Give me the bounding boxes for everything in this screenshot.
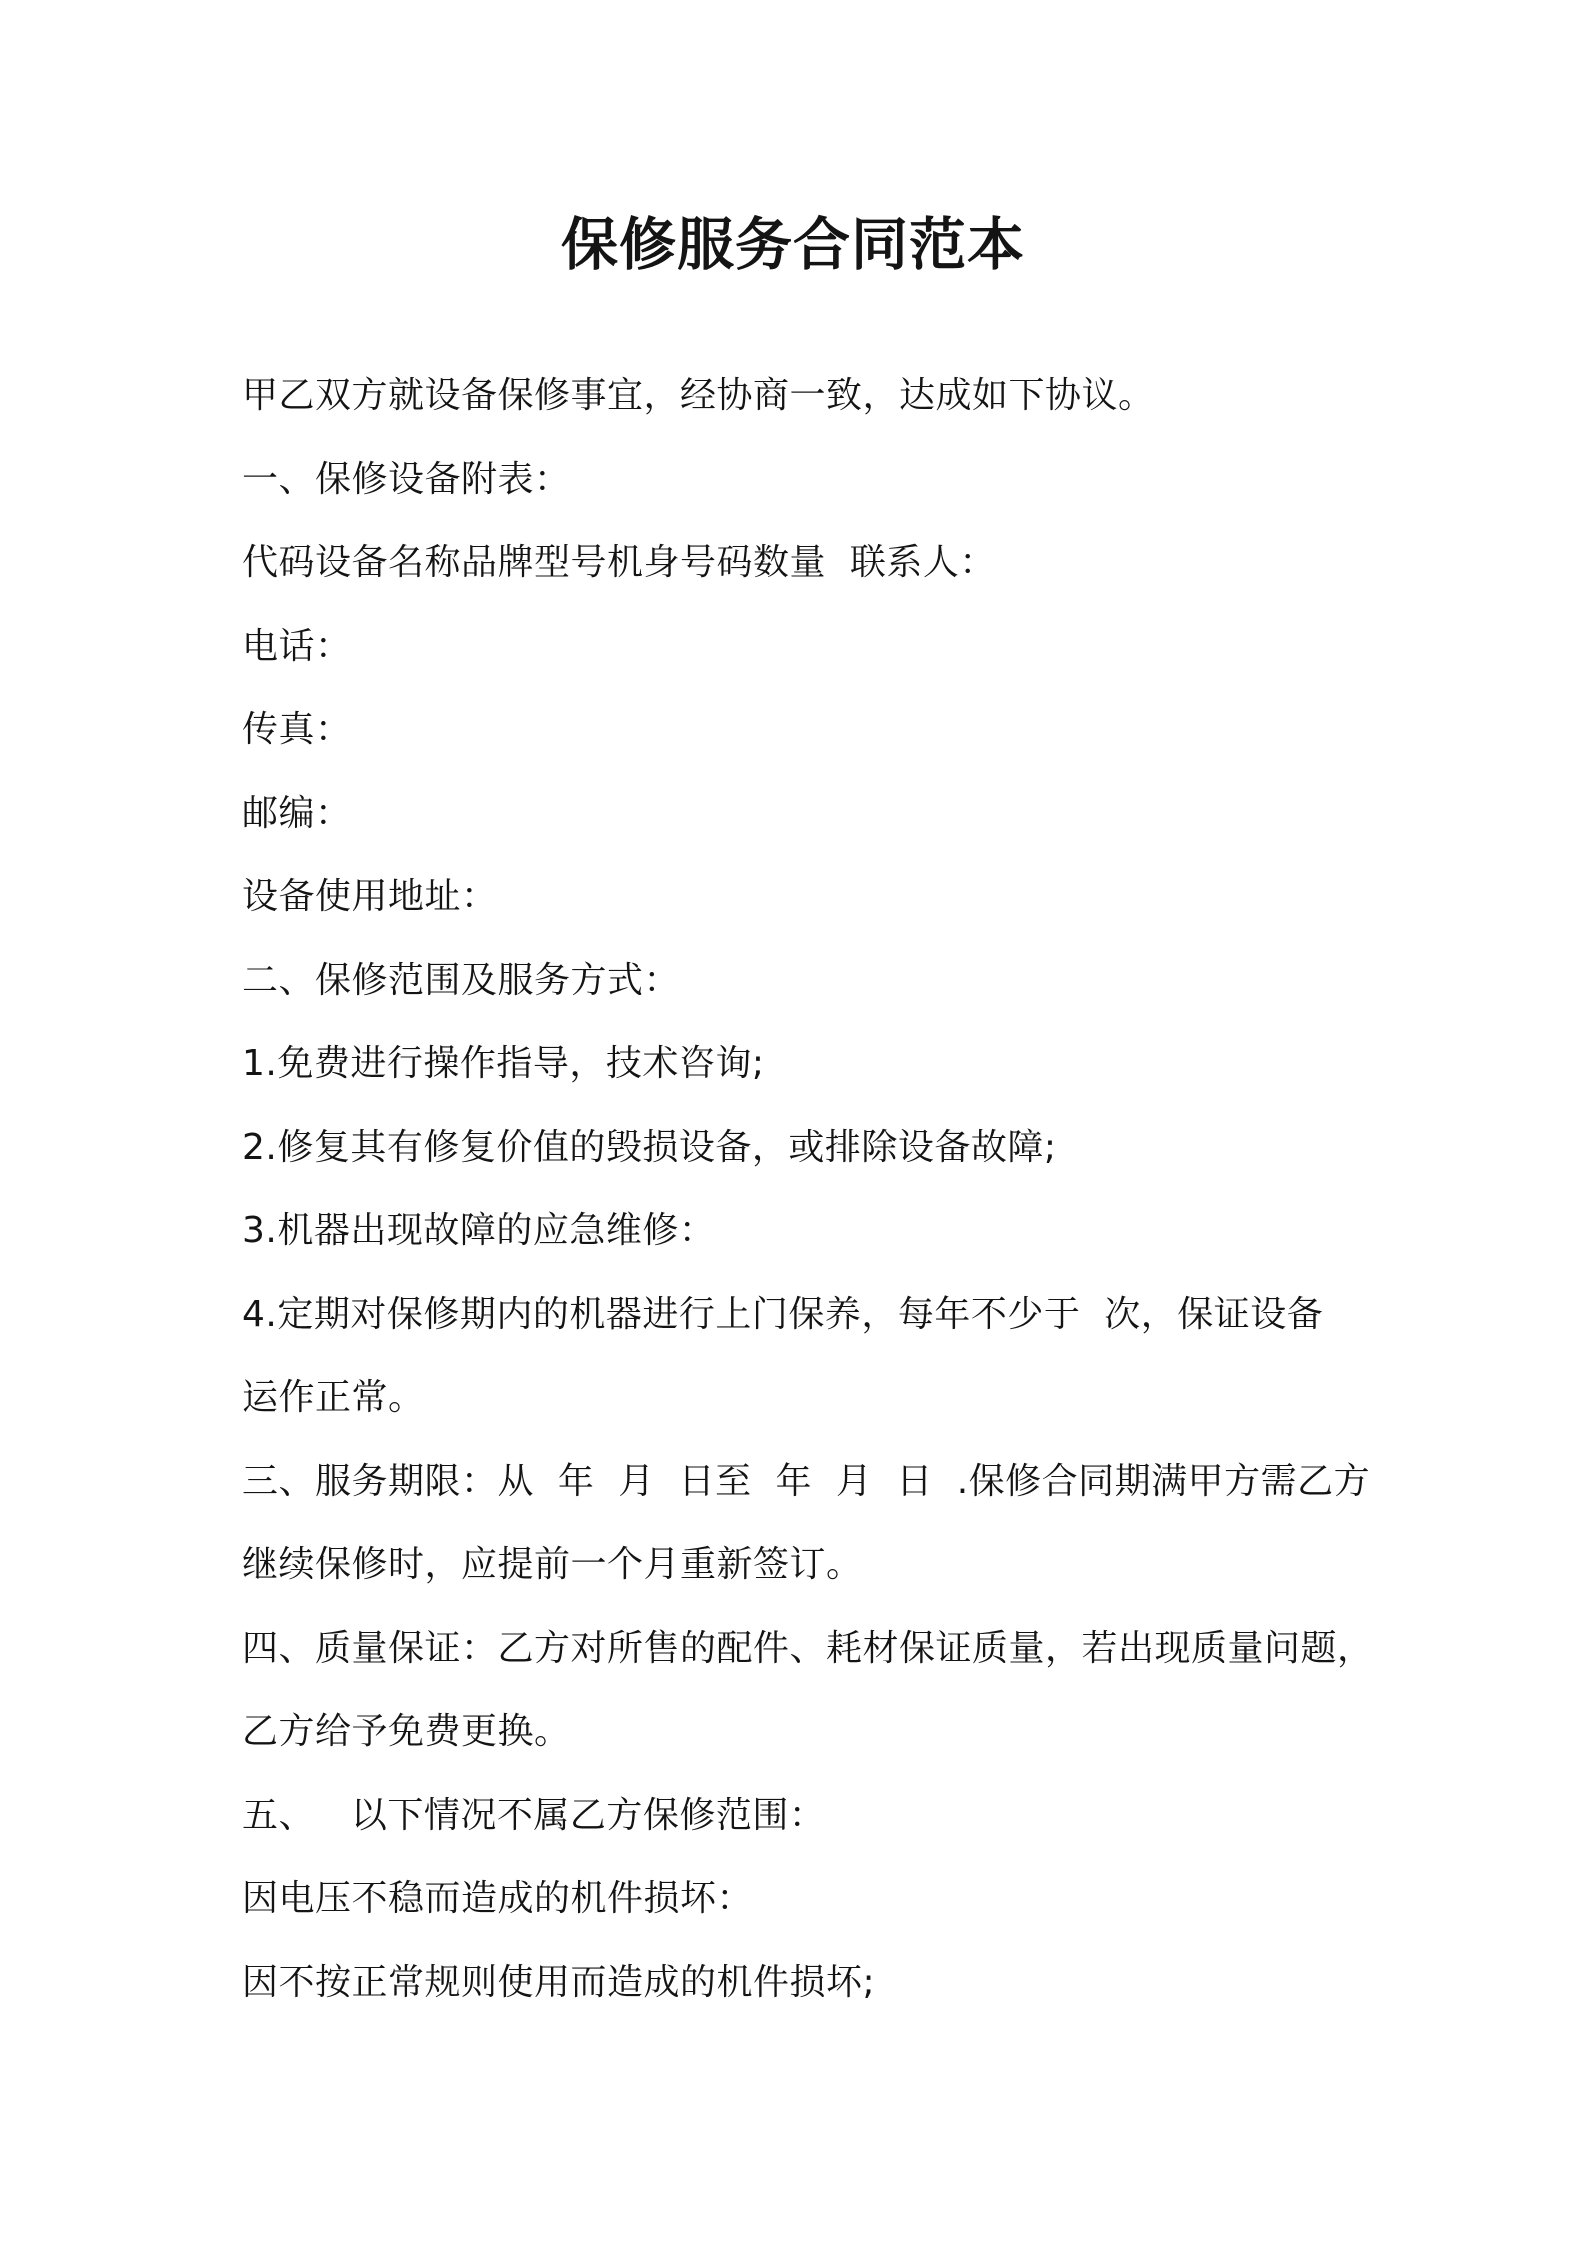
intro-line: 甲乙双方就设备保修事宜，经协商一致，达成如下协议。 <box>242 375 1155 416</box>
service-item-1: 1.免费进行操作指导，技术咨询; <box>242 1043 765 1084</box>
service-item-3: 3.机器出现故障的应急维修： <box>242 1210 716 1251</box>
equipment-address-field: 设备使用地址： <box>242 876 498 917</box>
service-item-2: 2.修复其有修复价值的毁损设备，或排除设备故障; <box>242 1126 1057 1168</box>
equipment-table-header: 代码设备名称品牌型号机身号码数量 联系人： <box>242 542 996 583</box>
section-4-continued: 乙方给予免费更换。 <box>242 1711 571 1752</box>
service-item-4: 4.定期对保修期内的机器进行上门保养，每年不少于 次，保证设备 <box>242 1293 1324 1335</box>
postcode-field: 邮编： <box>242 792 352 834</box>
exclusion-item-1: 因电压不稳而造成的机件损坏： <box>242 1878 754 1919</box>
section-heading-1: 一、保修设备附表： <box>242 458 571 500</box>
fax-field: 传真： <box>242 709 352 750</box>
section-3-continued: 继续保修时，应提前一个月重新签订。 <box>242 1544 863 1585</box>
section-heading-5: 五、 以下情况不属乙方保修范围： <box>242 1794 826 1836</box>
section-heading-4: 四、质量保证：乙方对所售的配件、耗材保证质量，若出现质量问题， <box>242 1627 1374 1669</box>
document-title: 保修服务合同范本 <box>561 212 1025 278</box>
phone-field: 电话： <box>242 625 352 667</box>
section-heading-2: 二、保修范围及服务方式： <box>242 959 681 1001</box>
exclusion-item-2: 因不按正常规则使用而造成的机件损坏; <box>242 1961 876 2003</box>
service-item-4-continued: 运作正常。 <box>242 1377 425 1418</box>
document-body <box>242 354 1374 2024</box>
section-heading-3: 三、服务期限：从 年 月 日至 年 月 日 .保修合同期满甲方需乙方 <box>242 1460 1371 1502</box>
